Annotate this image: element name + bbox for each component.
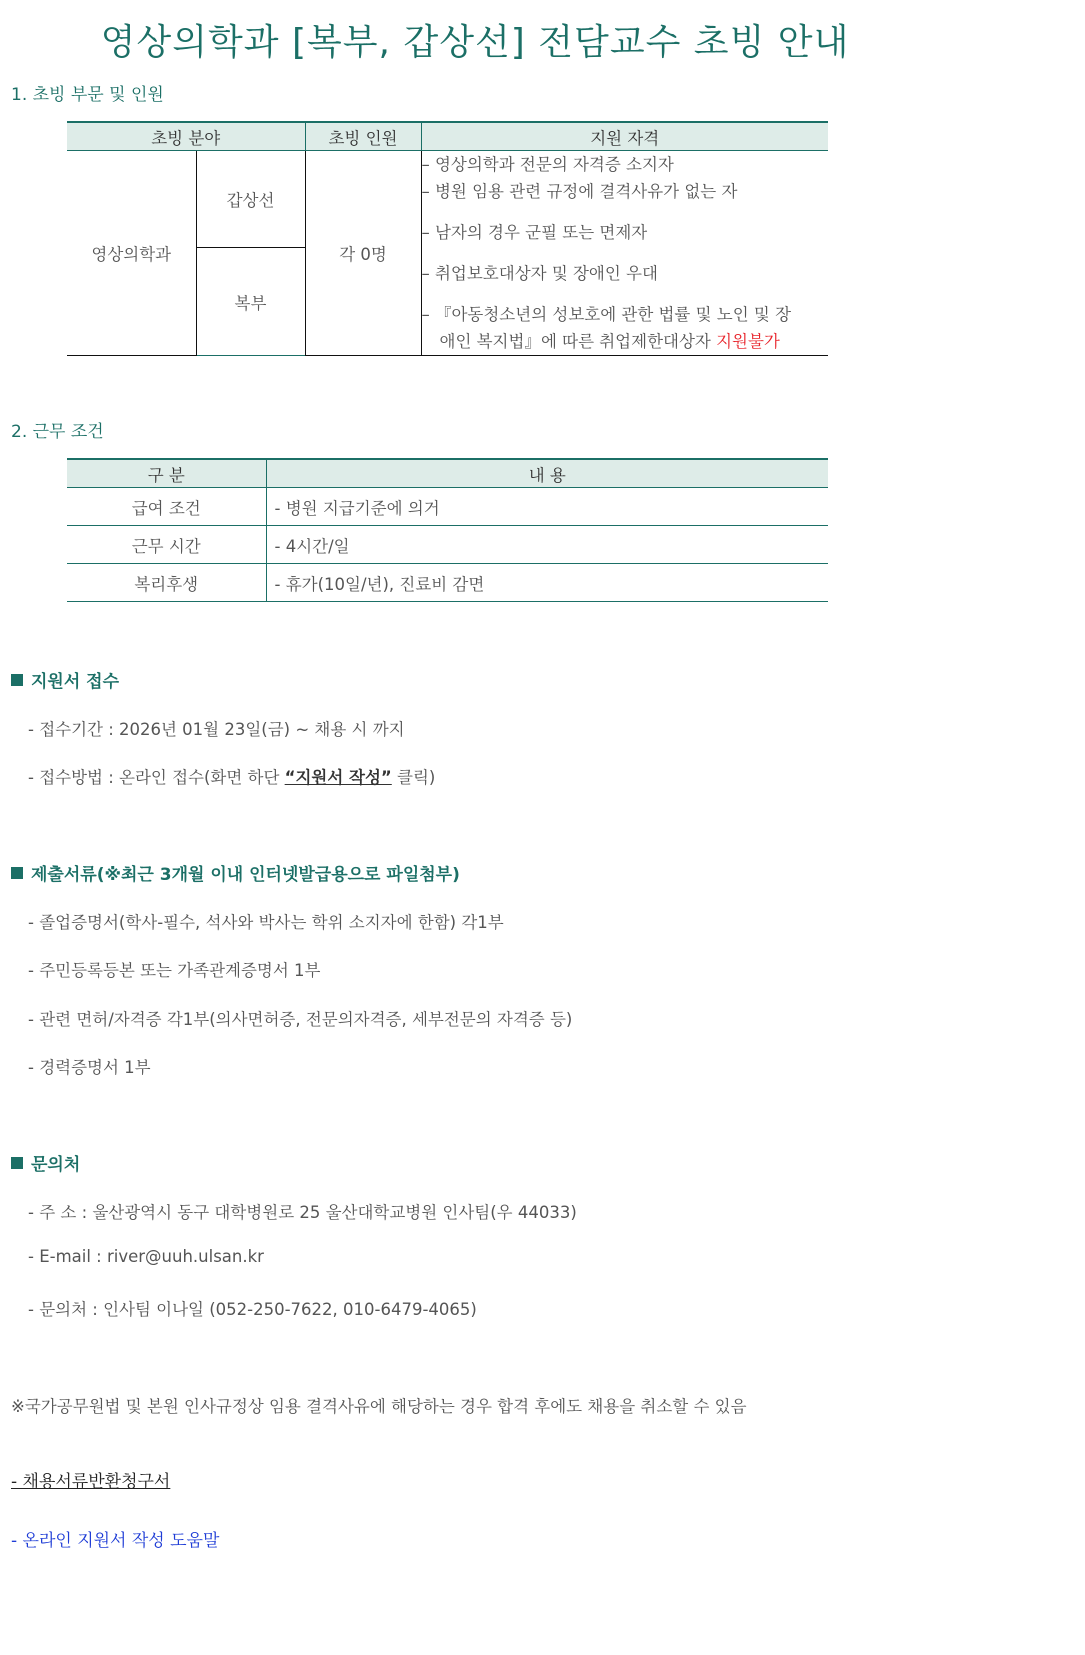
application-heading-text: 지원서 접수	[31, 672, 120, 692]
qualification-item: – 영상의학과 전문의 자격증 소지자	[421, 155, 674, 174]
application-method	[28, 764, 435, 788]
documents-heading	[11, 860, 460, 885]
square-bullet-icon	[11, 867, 23, 879]
contact-address: - 주 소 : 울산광역시 동구 대학병원로 25 울산대학교병원 인사팀(우 44033)	[28, 1203, 577, 1222]
write-application-link[interactable]: “지원서 작성”	[284, 768, 392, 787]
row-value: - 휴가(10일/년), 진료비 감면	[266, 564, 828, 602]
row-label: 복리후생	[67, 564, 266, 602]
qualification-cell	[421, 151, 828, 356]
document-return-request-link[interactable]: - 채용서류반환청구서	[11, 1472, 171, 1492]
table-row	[67, 564, 828, 602]
count-cell: 각 0명	[305, 151, 421, 356]
header-content: 내 용	[266, 459, 828, 488]
row-label: 근무 시간	[67, 526, 266, 564]
working-conditions-table	[67, 458, 828, 602]
application-period: - 접수기간 : 2026년 01월 23일(금) ~ 채용 시 까지	[28, 720, 405, 739]
cancellation-note: ※국가공무원법 및 본원 인사규정상 임용 결격사유에 해당하는 경우 합격 후에도 채용을 취소할 수 있음	[11, 1397, 747, 1416]
sub-abdomen-cell: 복부	[196, 248, 305, 356]
qualification-item: – 남자의 경우 군필 또는 면제자	[421, 223, 648, 242]
header-count: 초빙 인원	[305, 122, 421, 151]
row-value: - 병원 지급기준에 의거	[266, 488, 828, 526]
application-heading	[11, 667, 119, 692]
department-cell: 영상의학과	[67, 151, 196, 356]
method-prefix: - 접수방법 : 온라인 접수(화면 하단	[28, 768, 285, 787]
section2-heading: 2. 근무 조건	[11, 422, 104, 442]
document-item: - 졸업증명서(학사-필수, 석사와 박사는 학위 소지자에 한함) 각1부	[28, 913, 504, 932]
header-category: 구 분	[67, 459, 266, 488]
contact-heading-text: 문의처	[31, 1155, 81, 1175]
table-row	[67, 526, 828, 564]
contact-heading	[11, 1150, 80, 1175]
contact-email: - E-mail : river@uuh.ulsan.kr	[28, 1247, 264, 1266]
qualification-item: – 취업보호대상자 및 장애인 우대	[421, 264, 658, 283]
table-row	[67, 488, 828, 526]
qualification-item-continued	[422, 328, 829, 355]
document-item: - 주민등록등본 또는 가족관계증명서 1부	[28, 961, 321, 980]
square-bullet-icon	[11, 1157, 23, 1169]
qualification-item: – 『아동청소년의 성보호에 관한 법률 및 노인 및 장	[421, 305, 792, 324]
header-field: 초빙 분야	[67, 122, 305, 151]
sub-thyroid-cell: 갑상선	[196, 151, 305, 248]
qualification-item: – 병원 임용 관련 규정에 결격사유가 없는 자	[421, 182, 738, 201]
section1-heading: 1. 초빙 부문 및 인원	[11, 85, 164, 105]
method-suffix: 클릭)	[391, 768, 436, 787]
header-qualification: 지원 자격	[421, 122, 828, 151]
row-label: 급여 조건	[67, 488, 266, 526]
contact-phone: - 문의처 : 인사팀 이나일 (052-250-7622, 010-6479-4065)	[28, 1300, 477, 1319]
qualification-text: 애인 복지법』에 따른 취업제한대상자	[439, 332, 717, 351]
row-value: - 4시간/일	[266, 526, 828, 564]
square-bullet-icon	[11, 674, 23, 686]
page-title: 영상의학과 [복부, 갑상선] 전담교수 초빙 안내	[100, 22, 850, 63]
not-eligible-text: 지원불가	[716, 332, 780, 351]
documents-heading-text: 제출서류(※최근 3개월 이내 인터넷발급용으로 파일첨부)	[31, 865, 460, 885]
online-application-help-link[interactable]: - 온라인 지원서 작성 도움말	[11, 1531, 220, 1551]
recruitment-table	[67, 121, 828, 356]
document-item: - 관련 면허/자격증 각1부(의사면허증, 전문의자격증, 세부전문의 자격증 등)	[28, 1010, 573, 1029]
document-item: - 경력증명서 1부	[28, 1058, 151, 1077]
